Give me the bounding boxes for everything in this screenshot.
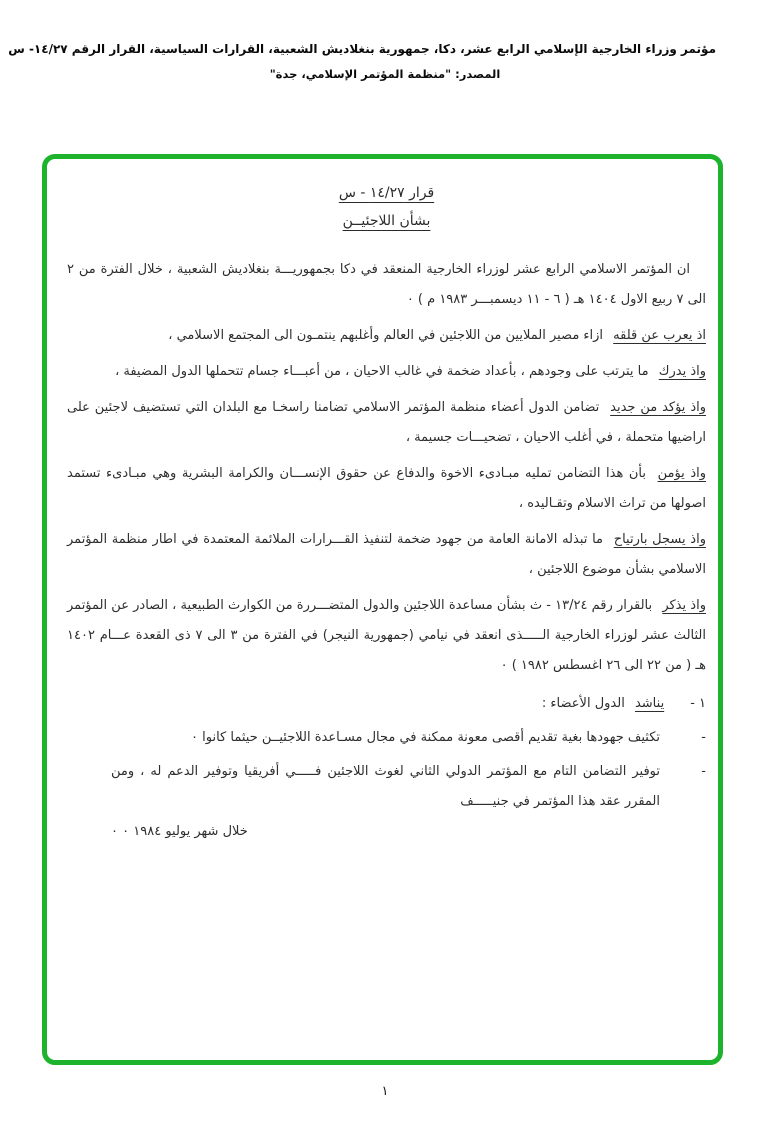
preamble-lead-1: اذ يعرب عن قلقه <box>613 328 706 343</box>
operative-clause-number: ١ - <box>690 696 706 711</box>
bullet-dash-icon: - <box>701 730 706 745</box>
preamble-lead-6: واذ يذكر <box>662 598 706 613</box>
resolution-subject-text: بشأن اللاجئيــن <box>342 213 431 229</box>
bullet-dash-icon: - <box>701 764 706 779</box>
preamble-text-3: تضامن الدول أعضاء منظمة المؤتمر الاسلامي تضامنا راسخـا مع البلدان التي تستضيف لاجئين على اراضيها متحملة ، في أغلب الاحيان ، تضحيـــات جسيمة ، <box>67 400 706 445</box>
document-body <box>67 255 706 847</box>
bullet-text-2 <box>67 757 660 847</box>
preamble-lead-4: واذ يؤمن <box>657 466 707 481</box>
bullet-text-1: تكثيف جهودها بغية تقديم أقصى معونة ممكنة في مجال مسـاعدة اللاجئيــن حيثما كانوا ٠ <box>191 730 660 745</box>
resolution-number-title <box>67 185 706 201</box>
preamble-paragraph-1 <box>67 321 706 351</box>
opening-paragraph: ان المؤتمر الاسلامي الرابع عشر لوزراء الخارجية المنعقد في دكا بجمهوريـــة بنغلاديش الشعبية ، خلال الفترة من ٢ الى ٧ ربيع الاول ١٤٠٤ هـ ( ٦ - ١١ ديسمبـــر ١٩٨٣ م ) ٠ <box>67 262 706 307</box>
document-frame <box>42 154 723 1065</box>
preamble-paragraph-2 <box>67 357 706 387</box>
resolution-subject-title <box>67 213 706 229</box>
preamble-paragraph-6 <box>67 591 706 681</box>
bullet-text-2-lastline: خلال شهر يوليو ١٩٨٤ ٠ ٠ <box>111 824 248 839</box>
preamble-text-1: ازاء مصير الملايين من اللاجئين في العالم وأغلبهم ينتمـون الى المجتمع الاسلامي ، <box>168 328 604 343</box>
preamble-lead-5: واذ يسجل بارتياح <box>613 532 706 547</box>
operative-clause-1 <box>67 689 706 719</box>
preamble-lead-2: واذ يدرك <box>658 364 706 379</box>
preamble-text-6: بالقرار رقم ١٣/٢٤ - ث بشأن مساعدة اللاجئين والدول المتضـــررة من الكوارث الطبيعية ، الصادر عن المؤتمر الثالث عشر لوزراء الخارجية الـــــذى انعقد في نيامي (جمهورية النيجر) في الفترة من ٣ الى ٧ ذى القعدة عـــام ١٤٠٢ هـ ( من ٢٢ الى ٢٦ اغسطس ١٩٨٢ ) ٠ <box>67 598 706 673</box>
bullet-text-2-main: توفير التضامن التام مع المؤتمر الدولي الثاني لغوث اللاجئين فـــــي أفريقيا وتوفير الدعم له ، ومن المقرر عقد هذا المؤتمر في جنيـــــف <box>111 764 660 809</box>
preamble-text-5: ما تبذله الامانة العامة من جهود ضخمة لتنفيذ القـــرارات الملائمة المعتمدة في اطار منظمة المؤتمر الاسلامي بشأن موضوع اللاجئين ، <box>67 532 706 577</box>
page-number: ١ <box>381 1084 389 1099</box>
bullet-item-2 <box>67 757 706 847</box>
operative-clause-rest: الدول الأعضاء : <box>541 696 625 711</box>
operative-clause-lead: يناشد <box>634 696 665 711</box>
preamble-text-2: ما يترتب على وجودهم ، بأعداد ضخمة في غالب الاحيان ، من أعبـــاء جسام تتحملها الدول المضيفة ، <box>115 364 649 379</box>
operative-clause-text <box>542 689 664 719</box>
preamble-paragraph-5 <box>67 525 706 585</box>
preamble-paragraph-3 <box>67 393 706 453</box>
preamble-lead-3: واذ يؤكد من جديد <box>610 400 706 415</box>
preamble-paragraph-4 <box>67 459 706 519</box>
header-citation-line: مؤتمر وزراء الخارجية الإسلامي الرابع عشر، دكا، جمهورية بنغلاديش الشعبية، القرارات السياسية، القرار الرقم ١٤/٢٧- س <box>8 42 716 56</box>
bullet-item-1 <box>67 723 706 753</box>
preamble-text-4: بأن هذا التضامن تمليه مبـادىء الاخوة والدفاع عن حقوق الإنســـان والكرامة البشرية وهي مبـادىء تستمد اصولها من تراث الاسلام وتقـاليده ، <box>67 466 706 511</box>
resolution-number-text: قرار ١٤/٢٧ - س <box>338 185 435 201</box>
header-source-line: المصدر: "منظمة المؤتمر الإسلامي، جدة" <box>269 67 501 81</box>
